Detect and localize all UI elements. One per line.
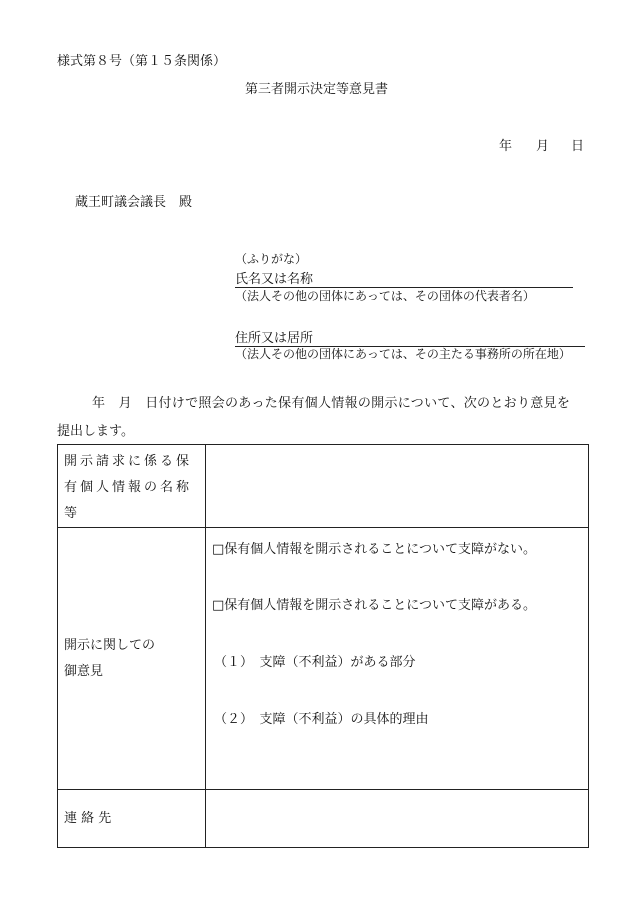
date-year: 年 [499, 139, 513, 154]
body-line-2: 提出します。 [57, 424, 134, 439]
address-note: （法人その他の団体にあっては、その主たる事務所の所在地） [235, 347, 571, 361]
name-label: 氏名又は名称 [235, 272, 314, 287]
option-problem: □保有個人情報を開示されることについて支障がある。 [212, 598, 537, 613]
option-no-problem: □保有個人情報を開示されることについて支障がない。 [212, 542, 537, 557]
opinion-label-b: 御意見 [64, 663, 104, 679]
addressee: 蔵王町議会議長 殿 [75, 195, 193, 210]
name-note: （法人その他の団体にあっては、その団体の代表者名） [235, 289, 535, 303]
body-line-1: 年 月 日付けで照会のあった保有個人情報の開示について、次のとおり意見を [92, 396, 571, 411]
date-month: 月 [536, 139, 550, 154]
date-day: 日 [571, 139, 585, 154]
opinion-label-cell [58, 528, 206, 790]
opinion-value-cell [206, 528, 589, 790]
contact-label-cell [58, 790, 206, 848]
address-field [235, 332, 585, 347]
info-name-label-cell [58, 445, 206, 528]
address-label: 住所又は居所 [235, 331, 314, 346]
opinion-label-a: 開示に関しての [64, 637, 156, 653]
table-row [58, 445, 589, 528]
contact-value-cell [206, 790, 589, 848]
form-number: 様式第８号（第１５条関係） [57, 54, 227, 69]
document-title: 第三者開示決定等意見書 [245, 82, 389, 97]
furigana-label: （ふりがな） [235, 252, 308, 266]
contact-label: 連 絡 先 [64, 810, 112, 826]
info-name-value-cell [206, 445, 589, 528]
name-field [235, 273, 573, 288]
opinion-table [57, 444, 589, 848]
table-row [58, 528, 589, 790]
problem-item-2: （２） 支障（不利益）の具体的理由 [214, 712, 429, 727]
info-name-label: 開示請求に係る保有個人情報の名称等 [64, 454, 193, 521]
table-row [58, 790, 589, 848]
problem-item-1: （１） 支障（不利益）がある部分 [214, 655, 416, 670]
